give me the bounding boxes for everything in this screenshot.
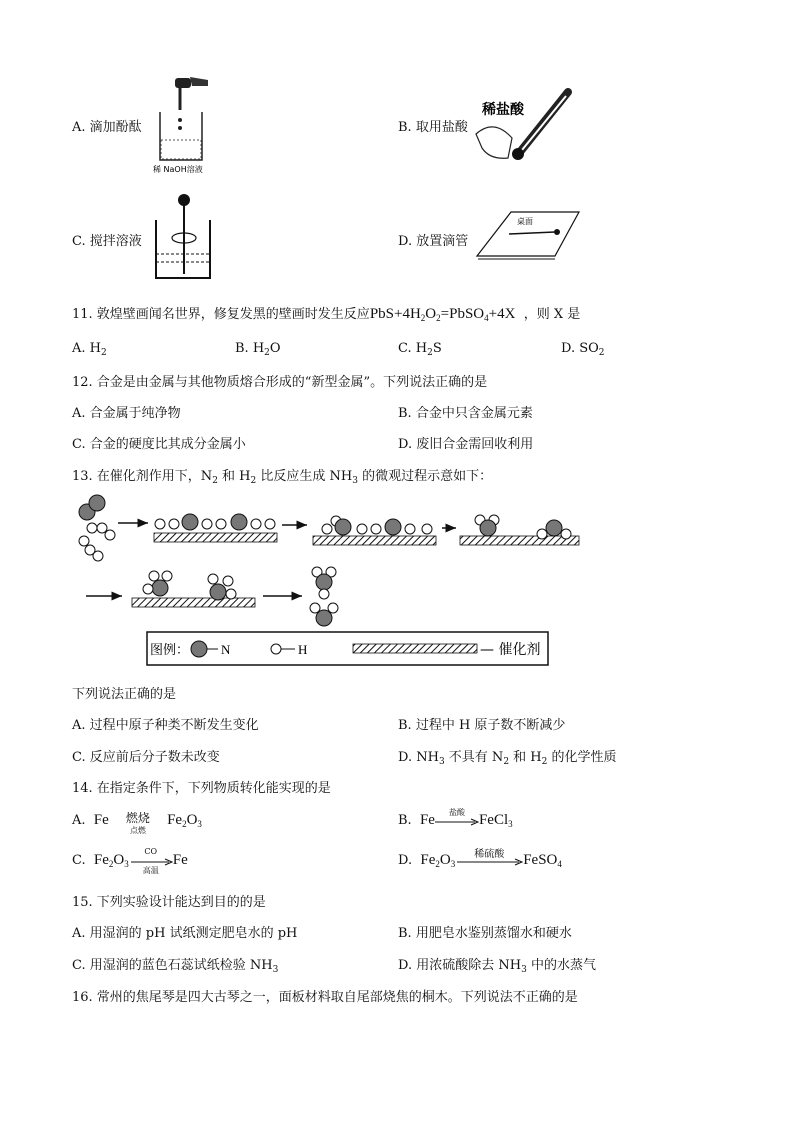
hand-shape — [190, 77, 208, 86]
q13-stem: 13. 在催化剂作用下，$N_2$ 和 $H_2$ 比反应生成 $NH_3$ 的微观过程示意如下： — [72, 469, 493, 486]
reactant-molecules — [79, 495, 115, 561]
q11-option-c[interactable]: C. $H_2S$ — [398, 341, 442, 358]
dropper-bulb — [175, 78, 191, 88]
nh3-mechanism-diagram — [70, 490, 590, 680]
q11-option-a[interactable]: A. $H_2$ — [72, 341, 107, 358]
legend-h-label: H — [298, 642, 308, 657]
legend — [147, 632, 548, 665]
reaction-arrow-icon: 盐酸 — [435, 813, 479, 829]
q10-option-c[interactable] — [72, 230, 142, 249]
hand-icon — [476, 127, 512, 158]
q13-option-c[interactable]: C. 反应前后分子数未改变 — [72, 750, 220, 765]
dissociation-stage — [313, 516, 436, 545]
q15-option-c[interactable]: C. 用湿润的蓝色石蕊试纸检验 $NH_3$ — [72, 958, 279, 975]
acid-bottle-diagram — [468, 88, 578, 168]
legend-n-label: N — [221, 642, 231, 657]
q12-option-b[interactable]: B. 合金中只含金属元素 — [398, 406, 533, 421]
q13-option-a[interactable]: A. 过程中原子种类不断发生变化 — [72, 718, 259, 733]
q11-option-d[interactable]: D. $SO_2$ — [561, 341, 605, 358]
nh3-adsorbed-stage — [132, 571, 255, 607]
q15-option-d[interactable]: D. 用浓硫酸除去 $NH_3$ 中的水蒸气 — [398, 958, 596, 975]
q11-stem — [72, 303, 580, 323]
legend-title: 图例： — [150, 643, 190, 658]
reaction-arrow-icon: CO 高温 — [129, 853, 173, 869]
table-dropper-diagram — [475, 210, 580, 262]
q15-option-a[interactable]: A. 用湿润的 pH 试纸测定肥皂水的 pH — [72, 926, 298, 941]
table-label: 桌面 — [517, 217, 533, 226]
q15-option-b[interactable]: B. 用肥皂水鉴别蒸馏水和硬水 — [398, 926, 572, 941]
q16-stem: 16. 常州的焦尾琴是四大古琴之一，面板材料取自尾部烧焦的桐木。下列说法不正确的是 — [72, 990, 578, 1005]
q10-option-c-label: C. 搅拌溶液 — [72, 234, 142, 249]
nh-formation-stage — [460, 515, 579, 545]
q12-option-a[interactable]: A. 合金属于纯净物 — [72, 406, 181, 421]
q10-option-a[interactable] — [72, 116, 142, 135]
q10-option-d[interactable] — [398, 230, 468, 249]
q11-option-b[interactable]: B. $H_2O$ — [235, 341, 281, 358]
q10-option-d-label: D. 放置滴管 — [398, 234, 469, 249]
q14-stem: 14. 在指定条件下，下列物质转化能实现的是 — [72, 781, 331, 796]
legend-catalyst-label: — 催化剂 — [480, 642, 541, 658]
legend-h-icon — [271, 644, 281, 654]
q10-option-b[interactable] — [398, 116, 468, 135]
beaker-label: 稀 NaOH溶液 — [153, 165, 203, 174]
q12-option-c[interactable]: C. 合金的硬度比其成分金属小 — [72, 437, 246, 452]
reaction-arrow-icon: 燃烧 点燃 — [125, 810, 150, 835]
adsorption-stage — [154, 514, 277, 542]
q10-option-a-label: A. 滴加酚酞 — [72, 120, 142, 135]
dropper-beaker-diagram — [150, 72, 220, 177]
bottle-label: 稀盐酸 — [482, 102, 524, 118]
q12-stem: 12. 合金是由金属与其他物质熔合形成的“新型金属”。下列说法正确的是 — [72, 375, 488, 390]
q11-stem-text: 11. 敦煌壁画闻名世界，修复发黑的壁画时发生反应 — [72, 307, 370, 322]
q12-option-d[interactable]: D. 废旧合金需回收利用 — [398, 437, 534, 452]
legend-catalyst-icon — [353, 644, 477, 653]
q15-stem: 15. 下列实验设计能达到目的的是 — [72, 895, 266, 910]
q14-option-a[interactable]: A. Fe 燃烧 点燃 $Fe_2O_3$ — [72, 810, 202, 835]
q10-option-b-label: B. 取用盐酸 — [398, 120, 468, 135]
stir-beaker-diagram — [150, 190, 215, 285]
q13-option-b[interactable]: B. 过程中 H 原子数不断减少 — [398, 718, 566, 733]
q13-option-d[interactable]: D. $NH_3$ 不具有 $N_2$ 和 $H_2$ 的化学性质 — [398, 750, 617, 767]
q14-option-c[interactable]: C. $Fe_2O_3$ CO 高温 Fe — [72, 846, 188, 875]
q11-equation: $PbS+4H_2O_2=PbSO_4+4X$ — [369, 306, 516, 323]
q14-option-d[interactable]: D. $Fe_2O_3$ 稀硫酸 FeSO$_4$ — [398, 848, 562, 869]
legend-n-icon — [191, 641, 207, 657]
q13-question: 下列说法正确的是 — [72, 687, 177, 702]
reaction-arrow-icon: 稀硫酸 — [455, 853, 523, 869]
q14-option-b[interactable]: B. Fe 盐酸 FeCl$_3$ — [398, 807, 513, 829]
dropper — [509, 232, 555, 234]
nh3-product-molecules — [310, 567, 338, 626]
q11-tail: ，则 X 是 — [523, 307, 581, 322]
